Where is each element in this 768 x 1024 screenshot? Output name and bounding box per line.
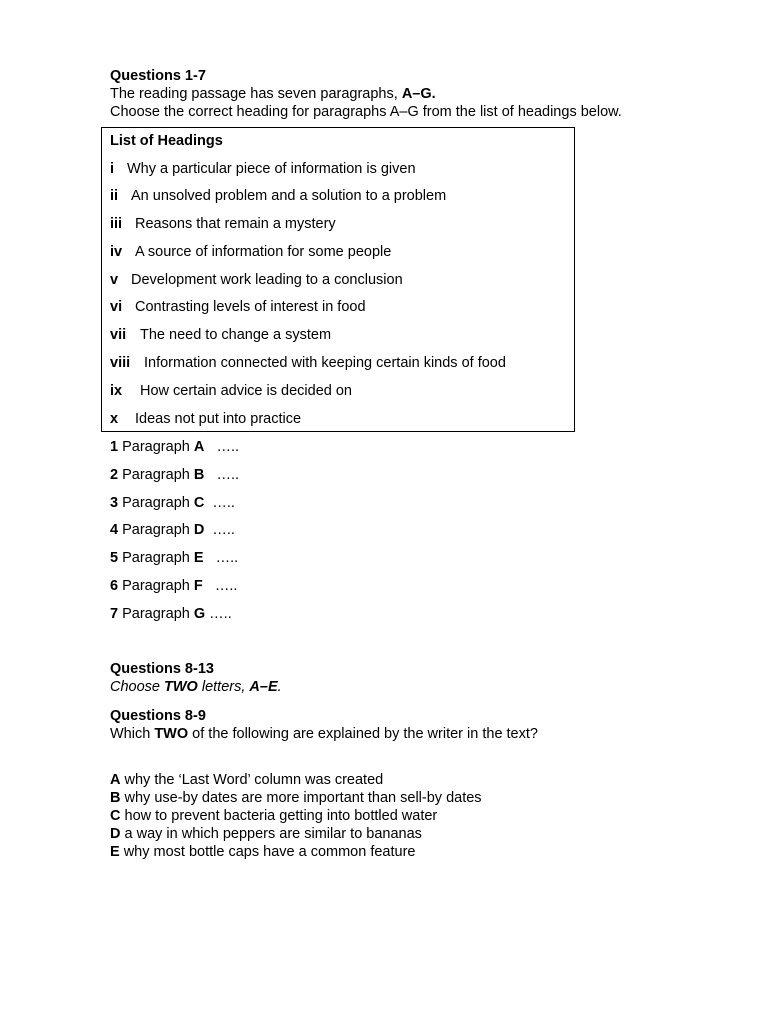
- heading-item: vi Contrasting levels of interest in food: [110, 299, 366, 315]
- heading-item: viii Information connected with keeping certain kinds of food: [110, 355, 506, 371]
- section-intro: The reading passage has seven paragraphs, A–G.: [110, 86, 436, 102]
- paragraph-question: 1 Paragraph A …..: [110, 439, 239, 455]
- answer-blank[interactable]: …..: [209, 606, 232, 622]
- paragraph-question: 5 Paragraph E …..: [110, 550, 239, 566]
- paragraph-question: 7 Paragraph G …..: [110, 606, 232, 622]
- heading-item: ix How certain advice is decided on: [110, 383, 352, 399]
- paragraph-question: 2 Paragraph B …..: [110, 467, 239, 483]
- question-8-9-text: Which TWO of the following are explained by the writer in the text?: [110, 726, 538, 742]
- heading-item: ii An unsolved problem and a solution to a problem: [110, 188, 447, 204]
- option-item: B why use-by dates are more important than sell-by dates: [110, 790, 482, 806]
- headings-title: List of Headings: [110, 133, 223, 149]
- option-item: E why most bottle caps have a common feature: [110, 844, 416, 860]
- heading-item: vii The need to change a system: [110, 327, 332, 343]
- paragraph-question: 6 Paragraph F …..: [110, 578, 238, 594]
- section-instruction: Choose the correct heading for paragraphs A–G from the list of headings below.: [110, 104, 622, 120]
- option-item: A why the ‘Last Word’ column was created: [110, 772, 384, 788]
- heading-item: v Development work leading to a conclusion: [110, 272, 403, 288]
- heading-item: iv A source of information for some people: [110, 244, 392, 260]
- section-8-13-instruction: Choose TWO letters, A–E.: [110, 679, 282, 695]
- heading-item: i Why a particular piece of information is given: [110, 161, 416, 177]
- paragraph-question: 3 Paragraph C …..: [110, 495, 235, 511]
- heading-item: iii Reasons that remain a mystery: [110, 216, 336, 232]
- answer-blank[interactable]: …..: [212, 522, 235, 538]
- answer-blank[interactable]: …..: [216, 467, 239, 483]
- section-title-8-9: Questions 8-9: [110, 708, 206, 724]
- answer-blank[interactable]: …..: [214, 578, 238, 594]
- paragraph-question: 4 Paragraph D …..: [110, 522, 235, 538]
- answer-blank[interactable]: …..: [216, 439, 239, 455]
- section-title-8-13: Questions 8-13: [110, 661, 214, 677]
- answer-blank[interactable]: …..: [212, 495, 235, 511]
- section-title-1-7: Questions 1-7: [110, 68, 206, 84]
- option-item: C how to prevent bacteria getting into bottled water: [110, 808, 438, 824]
- answer-blank[interactable]: …..: [215, 550, 239, 566]
- heading-item: x Ideas not put into practice: [110, 411, 302, 427]
- option-item: D a way in which peppers are similar to bananas: [110, 826, 422, 842]
